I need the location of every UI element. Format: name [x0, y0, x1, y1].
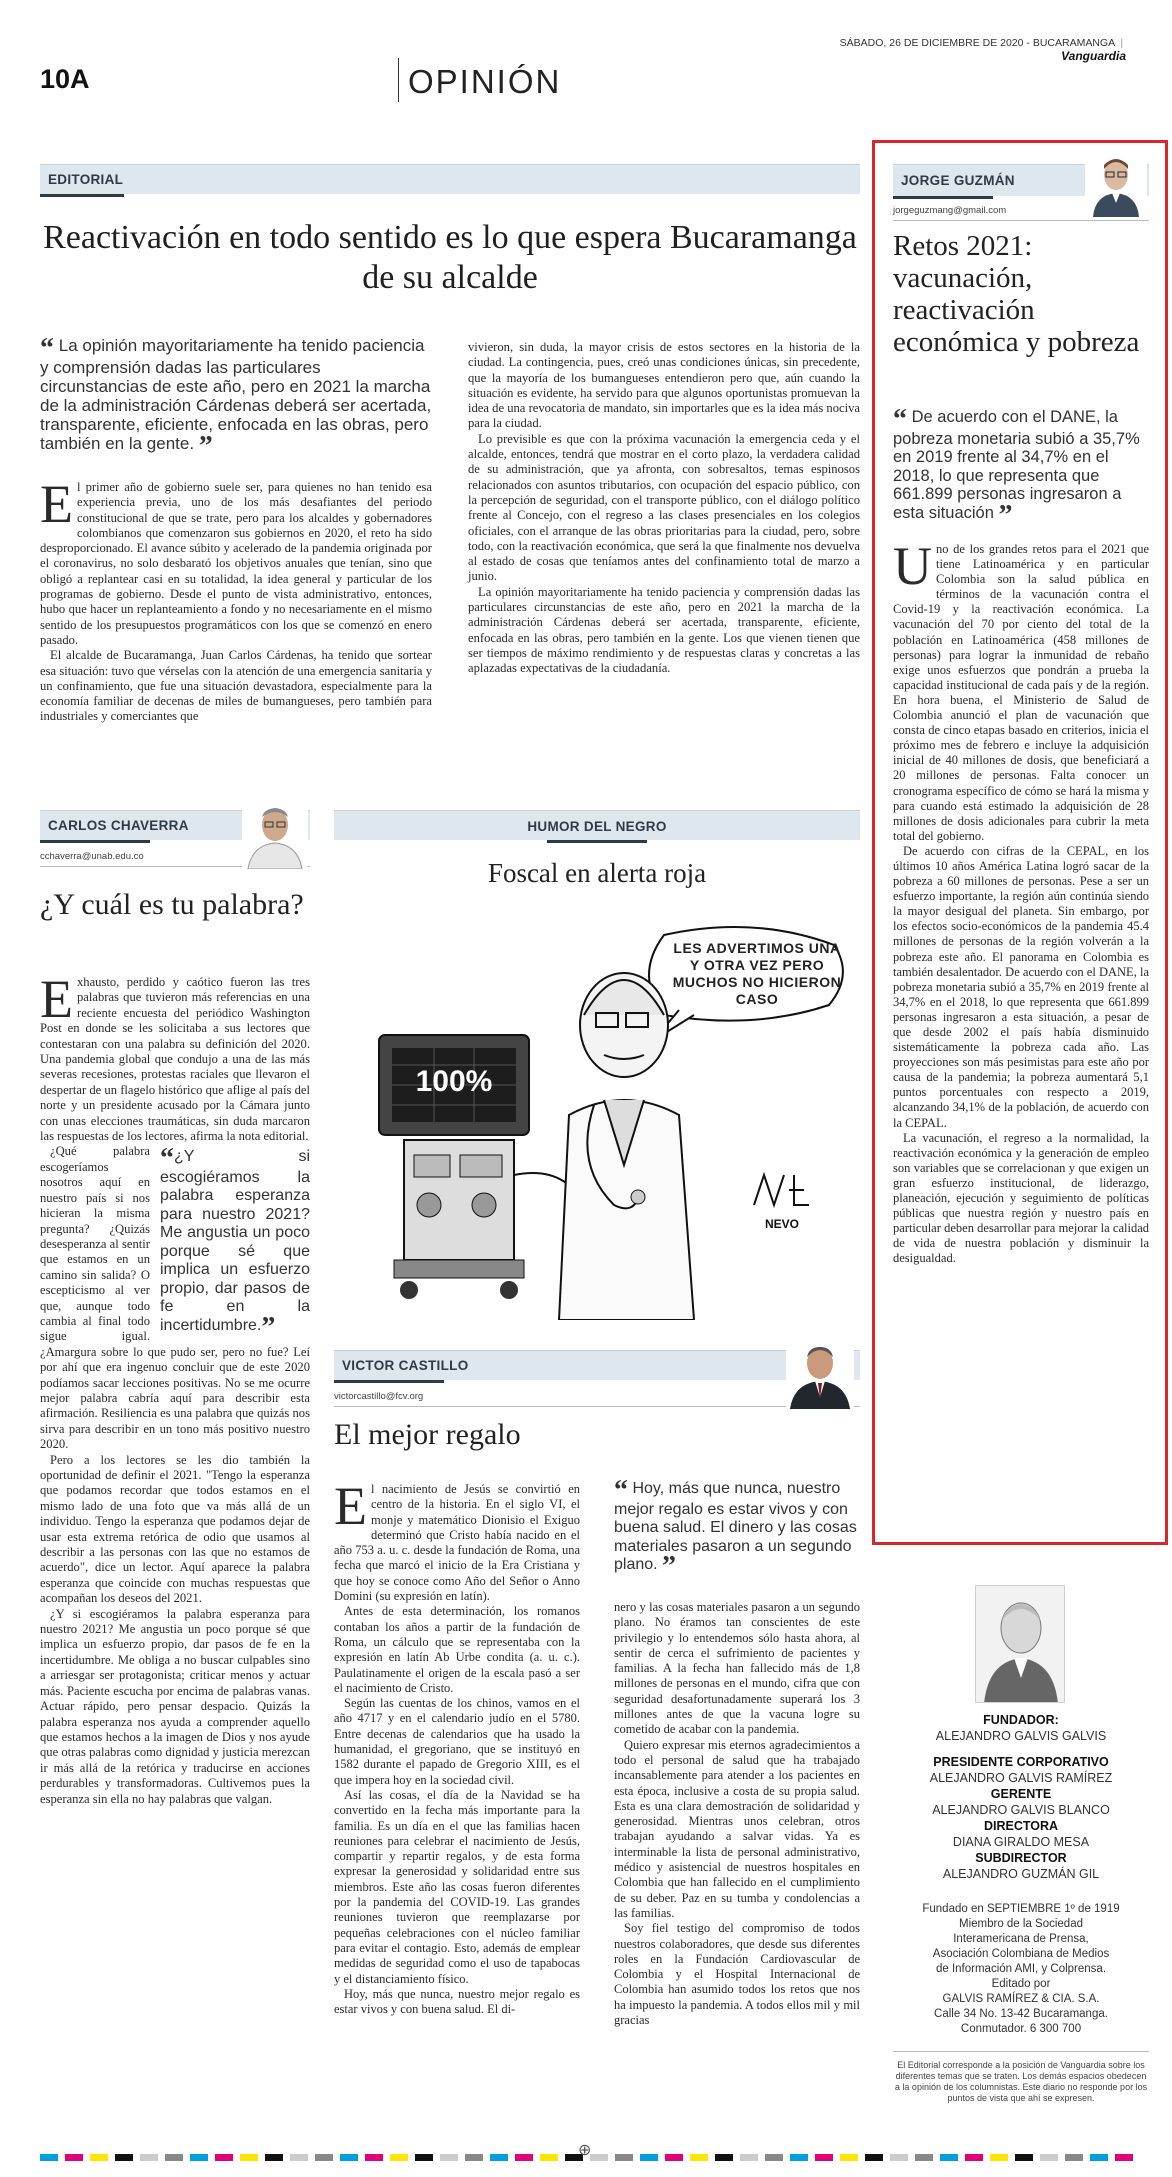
- registration-swatch: [40, 2154, 58, 2161]
- open-quote-icon: “: [40, 333, 54, 364]
- section-title: OPINIÓN: [408, 63, 562, 100]
- castillo-paragraph: Soy fiel testigo del compromiso de todos nuestros colaboradores, que desde sus diferentes roles en la Fundación Cardiovascular de Colombia y el Hospital Internacional de Colombia han asumido todos los retos que nos ha impuesto la pandemia. A todos ellos mil y mil gracias: [614, 1921, 860, 2028]
- editorial-col1: [40, 474, 432, 725]
- castillo-avatar: [786, 1337, 854, 1409]
- page-number: 10A: [40, 64, 90, 94]
- registration-swatch: [965, 2154, 983, 2161]
- registration-swatch: [840, 2154, 858, 2161]
- masthead-info-line: Asociación Colombiana de Medios: [932, 1948, 1110, 1960]
- editorial-rule: [40, 194, 124, 197]
- guzman-avatar: [1085, 151, 1147, 217]
- registration-swatch: [915, 2154, 933, 2161]
- guzman-paragraph: Uno de los grandes retos para el 2021 que tiene Latinoamérica y en particular Colombia son la salud pública en términos de la vacunación contra el Covid-19 y la reactivación económica. La vacunación del 70 por ciento del total de la población en Latinoamérica (458 millones de personas) para lograr la inmunidad de rebaño exige unos esfuerzos que pondrán a prueba la capacidad institucional de cada país y de la región. En hora buena, el Ministerio de Salud de Colombia anunció el plan de vacunación que consta de cinco etapas basado en criterios, inicia el próximo mes de febrero e incluye la adquisición inicial de 40 millones de dosis, que beneficiará a 20 millones de personas. Falta conocer un cronograma específico de cómo se hará la misma y para cuando está estimado la adquisición de 28 millones de dosis adicionales para cubrir la meta total del gobierno.: [893, 536, 1149, 843]
- masthead-disclaimer: El Editorial corresponde a la posición de Vanguardia sobre los diferentes temas que se traten. Los demás espacios obedecen a la opinión de los columnistas. Este diario no responde por los puntos de vista que ahí se expresen.: [894, 2060, 1148, 2103]
- registration-swatch: [590, 2154, 608, 2161]
- founder-photo: [975, 1585, 1065, 1703]
- castillo-rule: [334, 1380, 444, 1383]
- guzman-divider: [893, 220, 1149, 221]
- registration-swatch: [1090, 2154, 1108, 2161]
- director-name: DIANA GIRALDO MESA: [952, 1835, 1090, 1849]
- castillo-title: El mejor regalo: [334, 1418, 521, 1451]
- castillo-author: VICTOR CASTILLO: [342, 1358, 469, 1373]
- masthead-info-line: Editado por: [991, 1978, 1051, 1990]
- subdirector-label: SUBDIRECTOR: [975, 1851, 1067, 1865]
- humor-rule: [547, 840, 647, 843]
- open-quote-icon: “: [160, 1143, 174, 1175]
- masthead-info-line: Miembro de la Sociedad: [958, 1918, 1083, 1930]
- registration-swatch: [90, 2154, 108, 2161]
- close-quote-icon: ”: [198, 431, 213, 462]
- castillo-paragraph: Según las cuentas de los chinos, vamos en el año 4717 y en el calendario judío en el 5780. Entre decenas de calendarios que ha usado la humanidad, el gregoriano, que se instituyó en 1582 durante el papado de Gregorio XIII, es el que impera hoy en la sociedad civil.: [334, 1696, 580, 1787]
- guzman-bar: [893, 164, 1149, 196]
- subdirector-name: ALEJANDRO GUZMÁN GIL: [942, 1867, 1100, 1881]
- chaverra-body-top: [40, 969, 310, 1807]
- chaverra-paragraph: Pero a los lectores se les dio también la oportunidad de definir el 2021. "Tengo la esperanza que podamos recordar que todos estamos en el mismo lado de una foto que va más allá de un individuo. Tengo la esperanza que podamos dejar de usar esta extrema retórica de odio que usamos al describir a las personas con las que no estamos de acuerdo", dice un lector. Aquí aparece la palabra esperanza que coincide con muchas respuestas que acompañan los deseos del 2021.: [40, 1452, 310, 1606]
- registration-swatch: [190, 2154, 208, 2161]
- registration-swatch: [165, 2154, 183, 2161]
- castillo-paragraph: nero y las cosas materiales pasaron a un segundo plano. No éramos tan conscientes de este privilegio y lo entendemos sólo hasta ahora, al sentir de cerca el sufrimiento de pacientes y familias. A la fecha han fallecido más de 1,8 millones de personas en el mundo, cifra que con seguridad desafortunadamente superará los 3 millones antes de que la vacuna logre su cometido de acabar con la pandemia.: [614, 1600, 860, 1737]
- castillo-col1: [334, 1476, 580, 2017]
- editorial-bar: [40, 164, 860, 194]
- cartoon-speech: LES ADVERTIMOS UNA Y OTRA VEZ PERO MUCHOS NO HICIERON CASO: [672, 940, 842, 1007]
- editorial-label: EDITORIAL: [48, 172, 124, 187]
- dateline-text: SÁBADO, 26 DE DICIEMBRE DE 2020 - BUCARAMANGA: [839, 37, 1115, 49]
- castillo-bar: [334, 1350, 860, 1380]
- editorial-paragraph: El alcalde de Bucaramanga, Juan Carlos Cárdenas, ha tenido que sortear esa situación: tuvo que vérselas con la atención de una emergencia sanitaria y un confinamiento, que fue una situación devastadora, especialmente para la economía familiar de decenas de miles de bumangueses, pero también para industriales y comerciantes que: [40, 648, 432, 724]
- guzman-author: JORGE GUZMÁN: [901, 173, 1015, 188]
- president-name: ALEJANDRO GALVIS RAMÍREZ: [929, 1771, 1113, 1785]
- registration-swatch: [890, 2154, 908, 2161]
- chaverra-avatar: [242, 799, 308, 869]
- registration-swatch: [1040, 2154, 1058, 2161]
- registration-swatch: [1115, 2154, 1133, 2161]
- humor-bar: [334, 810, 860, 840]
- chaverra-column-head: [40, 810, 310, 867]
- masthead-info-line: de Información AMI, y Colprensa.: [935, 1963, 1107, 1975]
- registration-swatch: [540, 2154, 558, 2161]
- registration-swatch: [365, 2154, 383, 2161]
- chaverra-email: cchaverra@unab.edu.co: [40, 851, 144, 862]
- masthead-info-line: Conmutador. 6 300 700: [960, 2023, 1082, 2035]
- castillo-paragraph: Así las cosas, el día de la Navidad se ha convertido en la fecha más importante para la familia. Es un día en el que las familias hacen reuniones para celebrar el nacimiento de Jesús, compartir y repartir regalos, y de esta forma expresar la generosidad y solidaridad entre sus miembros. Este año las cosas fueron diferentes por la pandemia del COVID-19. Las grandes reuniones tuvieron que reemplazarse por pequeñas celebraciones con el núcleo familiar para evitar el contagio. Esto, además de emplear medidas de seguridad como el uso de tapabocas y el distanciamiento físico.: [334, 1787, 580, 1986]
- brand-logo: Vanguardia: [1061, 49, 1126, 63]
- cartoon-signature: NEVO: [764, 1217, 799, 1231]
- guzman-quote: [893, 404, 1149, 531]
- castillo-divider: [334, 1406, 860, 1407]
- registration-crosshair-icon: ⊕: [578, 2142, 592, 2159]
- guzman-rule: [893, 196, 993, 199]
- guzman-email: jorgeguzmang@gmail.com: [893, 205, 1007, 216]
- guzman-body: [893, 536, 1149, 1267]
- chaverra-paragraph: ¿Y si escogiéramos la palabra esperanza para nuestro 2021? Me angustia un poco porque sé que implica un esfuerzo propio, dar pasos de fe en la incertidumbre. Me obliga a no buscar culpables sino a arriesgar ser protagonista; criticar menos y actuar más. Paciente escucha por encima de palabras vanas. Actuar rápido, pero pensar despacio. Quizás la palabra esperanza nos ayuda a comprender aquello que estamos hechos a la imagen de Dios y nos ayude que otras palabras como dignidad y justicia merezcan ir más allá de la retórica y traducirse en acciones perdurables y transformadoras. Cultivemos pues la esperanza sin ella no hay palabras que valgan.: [40, 1606, 310, 1806]
- founder-label: FUNDADOR:: [983, 1713, 1059, 1727]
- castillo-quote: [614, 1475, 860, 1582]
- guzman-column: [893, 164, 1149, 221]
- cartoon-screen-text: 100%: [415, 1065, 493, 1098]
- masthead-info-line: Interamericana de Prensa,: [953, 1933, 1089, 1945]
- chaverra-quote-text: ¿Y si escogiéramos la palabra esperanza para nuestro 2021? Me angustia un poco porque sé que implica un esfuerzo propio, dar pasos de fe en la incertidumbre.: [160, 1148, 310, 1334]
- humor-title: Foscal en alerta roja: [487, 858, 707, 888]
- registration-swatch: [1015, 2154, 1033, 2161]
- registration-swatch: [490, 2154, 508, 2161]
- open-quote-icon: “: [893, 404, 907, 435]
- registration-swatch: [990, 2154, 1008, 2161]
- registration-swatch: [615, 2154, 633, 2161]
- chaverra-paragraph: Exhausto, perdido y caótico fueron las tres palabras que tuvieron más referencias en una reciente encuesta del periódico Washington Post en donde se les solicitaba a sus lectores que contestaran con una palabra su definición del 2020. Una pandemia global que condujo a una de las más severas recesiones, protestas raciales que llevaron el despertar de un flagelo histórico que aflige al país del norte y un presidente acusado por la Cámara junto con unas elecciones traumáticas, sin duda marcaron las respuestas de los lectores, afirma la nota editorial.: [40, 969, 310, 1144]
- registration-swatch: [865, 2154, 883, 2161]
- registration-swatch: [115, 2154, 133, 2161]
- editorial-quote-text: La opinión mayoritariamente ha tenido paciencia y comprensión dadas las particulares circunstancias de este año, pero en 2021 la marcha de la administración Cárdenas deberá ser acertada, transparente, eficiente, enfocada en las obras, pero también en la gente.: [40, 336, 432, 453]
- registration-swatch: [940, 2154, 958, 2161]
- header-divider: [398, 58, 399, 102]
- registration-swatch: [1065, 2154, 1083, 2161]
- manager-label: GERENTE: [990, 1787, 1052, 1801]
- masthead-info-line: Fundado en SEPTIEMBRE 1º de 1919: [922, 1903, 1120, 1915]
- editorial-paragraph: Lo previsible es que con la próxima vacunación la emergencia ceda y el alcalde, entonces, tendrá que mostrar en el corto plazo, la verdadera calidad de su administración, que ya afronta, con sobresaltos, temas espinosos relacionados con asuntos tributarios, con ocupación del espacio público, con la percepción de seguridad, con el transporte público, con el diálogo político frente al Concejo, con el regreso a las clases presenciales en los colegios oficiales, con el arranque de las obras prioritarias para la ciudad, pero, sobre todo, con la reactivación económica, que será la que finalmente nos devuelva al estado de cosas que teníamos antes del confinamiento total de marzo a junio.: [468, 431, 860, 584]
- castillo-col2: [614, 1600, 860, 2028]
- editorial-quote: [40, 333, 432, 462]
- registration-swatch: [815, 2154, 833, 2161]
- chaverra-quote: [160, 1143, 310, 1343]
- editorial: [40, 164, 860, 194]
- masthead-divider: [893, 2051, 1149, 2052]
- guzman-paragraph: La vacunación, el regreso a la normalidad, la reactivación económica y la generación de empleo son variables que se correlacionan y que exigen un gran esfuerzo institucional, de liderazgo, planeación, ejecución y seguimiento de políticas públicas que nuestra región y nuestro país en particular deben desarrollar para mejorar la calidad de vida de nuestra población y disminuir la desigualdad.: [893, 1130, 1149, 1266]
- guzman-title: Retos 2021: vacunación, reactivación económica y pobreza: [893, 230, 1140, 358]
- founder-name: ALEJANDRO GALVIS GALVIS: [935, 1729, 1107, 1743]
- registration-swatch: [390, 2154, 408, 2161]
- registration-swatch: [440, 2154, 458, 2161]
- chaverra-title: ¿Y cuál es tu palabra?: [40, 888, 304, 921]
- registration-swatch: [515, 2154, 533, 2161]
- registration-swatch: [715, 2154, 733, 2161]
- president-label: PRESIDENTE CORPORATIVO: [933, 1755, 1109, 1769]
- registration-swatch: [290, 2154, 308, 2161]
- masthead-info-line: Calle 34 No. 13-42 Bucaramanga.: [934, 2008, 1108, 2020]
- chaverra-author: CARLOS CHAVERRA: [48, 818, 189, 833]
- registration-swatch: [740, 2154, 758, 2161]
- editorial-col2: [468, 340, 860, 677]
- close-quote-icon: ”: [998, 499, 1013, 531]
- chaverra-rule: [40, 840, 150, 843]
- registration-swatch: [215, 2154, 233, 2161]
- registration-swatch: [640, 2154, 658, 2161]
- chaverra-paragraph: ¿Qué palabra escogeríamos nosotros aquí en nuestro país si nos hicieran la misma pregunta? ¿Quizás desesperanza al sentir que estamos en un camino sin salida? O escepticismo al ver que, aunque todo cambia al final todo sigue igual. ¿Amargura sobre lo que pudo ser, pero no fue? Leí por ahí que era ingenuo concluir que de este 2020 podíamos sacar lecciones positivas. No se me ocurre mejor palabra cabría aquí para describir esta afirmación. Resiliencia es una palabra que quizás nos sirva para describir en un tono más positivo nuestro 2020.: [40, 1144, 310, 1452]
- manager-name: ALEJANDRO GALVIS BLANCO: [932, 1803, 1110, 1817]
- cartoon: [334, 905, 860, 1320]
- editorial-paragraph: vivieron, sin duda, la mayor crisis de estos sectores en la historia de la ciudad. La contingencia, pues, creó unas condiciones únicas, sin precedente, que la mayoría de los bumangueses entendieron pero que, aún cuando la situación es evidente, ha servido para que algunos oportunistas promuevan la idea de una revocatoria de mandato, sin importarles que es la idea más nociva para la ciudad.: [468, 340, 860, 431]
- open-quote-icon: “: [614, 1475, 628, 1506]
- chaverra-bar: [40, 810, 310, 840]
- guzman-quote-text: De acuerdo con el DANE, la pobreza monetaria subió a 35,7% en 2019 frente al 34,7% en el 2018, lo que representa que 661.899 personas ingresaron a esta situación: [893, 408, 1140, 522]
- castillo-paragraph: Quiero expresar mis eternos agradecimientos a todo el personal de salud que ha trabajado incansablemente para atender a los pacientes en esta época, inclusive a costa de su propia salud. Esta es una clara demostración de solidaridad y generosidad. Mientras unos celebran, otros trabajan ayudando a salvar vidas. Ya es interminable la lista de personal administrativo, médico y asistencial de nuestros hospitales en Colombia que han fallecido en el cumplimiento de su deber. Paz en su tumba y condolencias a las familias.: [614, 1737, 860, 1920]
- director-label: DIRECTORA: [983, 1819, 1059, 1833]
- registration-swatch: [265, 2154, 283, 2161]
- castillo-paragraph: Antes de esta determinación, los romanos contaban los años a partir de la fundación de Roma, un cálculo que se representaba con la expresión en latín Ab Urbe condita (a. u. c.). Paulatinamente el origen de la escala pasó a ser el nacimiento de Cristo.: [334, 1604, 580, 1695]
- castillo-email: victorcastillo@fcv.org: [334, 1391, 424, 1402]
- close-quote-icon: ”: [261, 1311, 276, 1343]
- registration-swatch: [415, 2154, 433, 2161]
- castillo-paragraph: Hoy, más que nunca, nuestro mejor regalo es estar vivos y con buena salud. El di-: [334, 1986, 580, 2017]
- registration-swatch: [665, 2154, 683, 2161]
- masthead: [893, 1712, 1149, 2104]
- registration-swatch: [340, 2154, 358, 2161]
- castillo-column-head: [334, 1350, 860, 1407]
- editorial-paragraph: El primer año de gobierno suele ser, para quienes no han tenido esa experiencia previa, uno de los más desafiantes del periodo constitucional de que se trate, pero para los alcaldes y gobernadores colombianos que comenzaron sus gobiernos en 2020, el reto ha sido desproporcionado. El avance súbito y acelerado de la pandemia originada por el coronavirus, no solo desbarató los objetivos anuales que tenían, sino que obligó a replantear casi en su totalidad, la idea general y particular de los programas de gobierno. Desde el punto de vista administrativo, entonces, hubo que hacer un replanteamiento a fondo y no necesariamente en el mismo sentido de los presupuestos programáticos con los que se comenzó en enero pasado.: [40, 474, 432, 647]
- registration-swatch: [790, 2154, 808, 2161]
- registration-swatch: [465, 2154, 483, 2161]
- registration-swatch: [140, 2154, 158, 2161]
- castillo-quote-text: Hoy, más que nunca, nuestro mejor regalo es estar vivos y con buena salud. El dinero y las cosas materiales pasaron a un segundo plano.: [614, 1480, 857, 1573]
- registration-swatch: [690, 2154, 708, 2161]
- registration-swatch: [240, 2154, 258, 2161]
- dateline: SÁBADO, 26 DE DICIEMBRE DE 2020 - BUCARAMANGA | Vanguardia: [839, 37, 1126, 63]
- registration-swatch: [765, 2154, 783, 2161]
- registration-swatch: [315, 2154, 333, 2161]
- masthead-info-line: GALVIS RAMÍREZ & CIA. S.A.: [942, 1993, 1100, 2005]
- close-quote-icon: ”: [662, 1551, 677, 1582]
- registration-swatch: [65, 2154, 83, 2161]
- humor-section: [334, 810, 860, 840]
- humor-label: HUMOR DEL NEGRO: [527, 819, 667, 834]
- castillo-paragraph: El nacimiento de Jesús se convirtió en centro de la historia. En el siglo VI, el monje y matemático Dionisio el Exiguo determinó que Cristo había nacido en el año 753 a. u. c. desde la fundación de Roma, una fecha que marcó el inicio de la Era Cristiana y que hoy se conoce como Año del Señor o Anno Domini (su expresión en latín).: [334, 1476, 580, 1604]
- editorial-paragraph: La opinión mayoritariamente ha tenido paciencia y comprensión dadas las particulares circunstancias de este año, pero en 2021 la marcha de la administración Cárdenas deberá ser acertada, transparente, eficiente, enfocada en las obras, pero también en la gente. Los que vienen tienen que ser tiempos de máximo rendimiento y de respuestas claras y concretas a las aplazadas expectativas de la ciudadanía.: [468, 584, 860, 676]
- guzman-paragraph: De acuerdo con cifras de la CEPAL, en los últimos 10 años América Latina logró sacar de la pobreza a 60 millones de personas. Pese a ser un esfuerzo importante, la región aún continúa siendo la mayor desigual del planeta. Sin embargo, por los efectos socio-económicos de la pandemia 45.4 millones de personas de la región volverán a la pobreza este año. El panorama en Colombia es también desalentador. De acuerdo con el DANE, la pobreza monetaria subió a 35,7% en 2019 frente al 34,7% en el 2018, lo que representa que 661.899 personas ingresaron a esta situación, a pesar de que desde 2002 el país había disminuido sistemáticamente la pobreza cada año. Las proyecciones son más pesimistas para este año por causa de la pandemia; la pobreza aumentará 5,1 puntos porcentuales con respecto a 2019, alcanzando 34,1% de la población, de acuerdo con la CEPAL.: [893, 843, 1149, 1130]
- editorial-title: Reactivación en todo sentido es lo que espera Bucaramanga de su alcalde: [43, 219, 857, 296]
